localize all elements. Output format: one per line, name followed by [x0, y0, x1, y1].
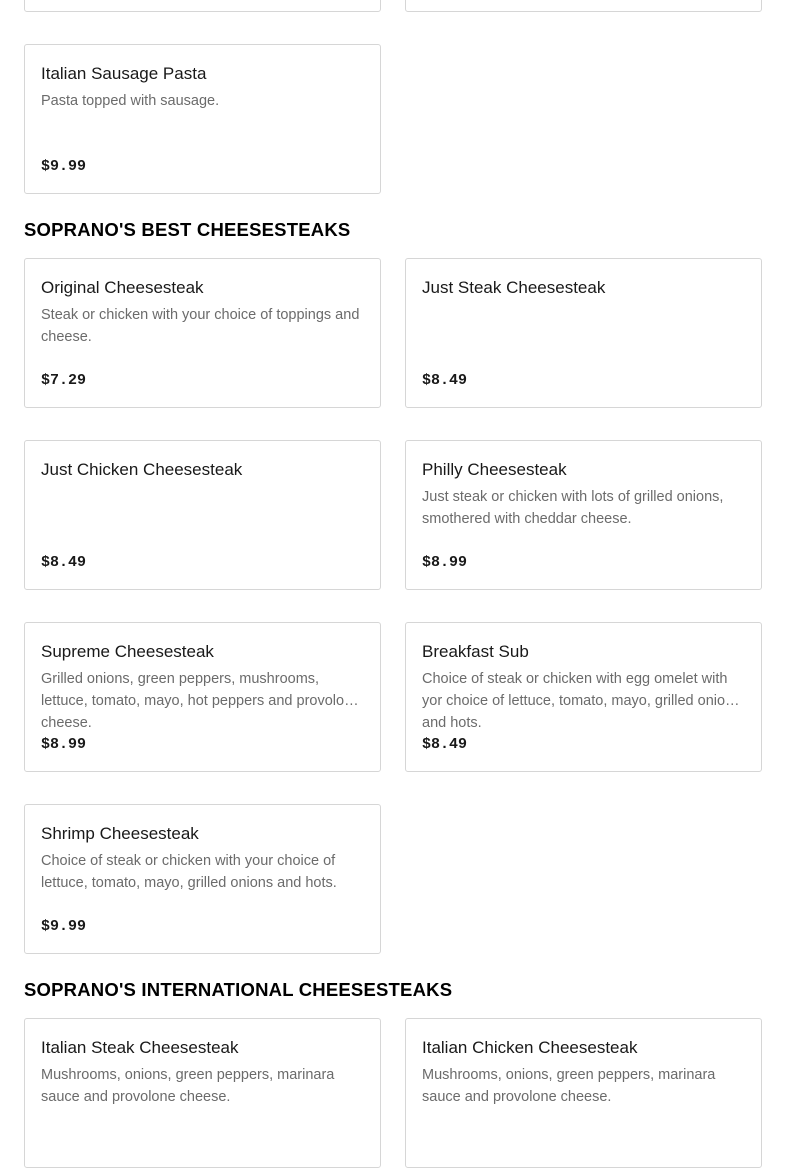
menu-item-name: Italian Steak Cheesesteak [41, 1038, 239, 1057]
menu-item-name: Italian Chicken Cheesesteak [422, 1038, 638, 1057]
menu-item-name: Original Cheesesteak [41, 278, 204, 297]
menu-item-card[interactable] [24, 0, 381, 12]
menu-item-card[interactable] [405, 258, 762, 408]
menu-item-card[interactable] [24, 1018, 381, 1168]
menu-item-card[interactable] [405, 0, 762, 12]
menu-item-name: Shrimp Cheesesteak [41, 824, 199, 843]
menu-item-price: $8.49 [41, 554, 87, 571]
menu-item-name: Supreme Cheesesteak [41, 642, 214, 661]
menu-item-description: Choice of steak or chicken with egg omelet with yor choice of lettuce, tomato, mayo, grilled onions and hots. [422, 671, 741, 731]
menu-item-price: $8.49 [422, 736, 468, 753]
menu-item-price: $9.99 [41, 918, 87, 935]
menu-item-name: Philly Cheesesteak [422, 460, 567, 479]
menu-item-card[interactable] [24, 44, 381, 194]
menu-item-name: Just Steak Cheesesteak [422, 278, 606, 297]
menu-item-price: $8.99 [422, 554, 468, 571]
menu-item-description: Steak or chicken with your choice of toppings and cheese. [41, 307, 360, 345]
section-title: SOPRANO'S INTERNATIONAL CHEESESTEAKS [24, 979, 453, 1000]
menu-item-card[interactable] [405, 440, 762, 590]
menu-item-name: Just Chicken Cheesesteak [41, 460, 243, 479]
menu-item-description: Mushrooms, onions, green peppers, marinara sauce and provolone cheese. [422, 1067, 716, 1105]
menu-item-name: Italian Sausage Pasta [41, 64, 207, 83]
menu-item-description: Choice of steak or chicken with your choice of lettuce, tomato, mayo, grilled onions and hots. [41, 853, 337, 891]
menu-item-card[interactable] [405, 622, 762, 772]
menu-item-description: Mushrooms, onions, green peppers, marinara sauce and provolone cheese. [41, 1067, 335, 1105]
menu-item-price: $8.49 [422, 372, 468, 389]
menu-item-price: $9.99 [41, 158, 87, 175]
menu-item-card[interactable] [24, 258, 381, 408]
menu-item-card[interactable] [24, 622, 381, 772]
menu-item-card[interactable] [24, 440, 381, 590]
menu-item-description: Grilled onions, green peppers, mushrooms, lettuce, tomato, mayo, hot peppers and provolone cheese. [41, 671, 361, 731]
menu-item-price: $7.29 [41, 372, 87, 389]
menu-item-name: Breakfast Sub [422, 642, 529, 661]
menu-item-description: Pasta topped with sausage. [41, 93, 220, 109]
section-title: SOPRANO'S BEST CHEESESTEAKS [24, 219, 351, 240]
menu-item-card[interactable] [24, 804, 381, 954]
menu-item-description: Just steak or chicken with lots of grilled onions, smothered with cheddar cheese. [422, 489, 724, 527]
menu-item-card[interactable] [405, 1018, 762, 1168]
menu-item-price: $8.99 [41, 736, 87, 753]
